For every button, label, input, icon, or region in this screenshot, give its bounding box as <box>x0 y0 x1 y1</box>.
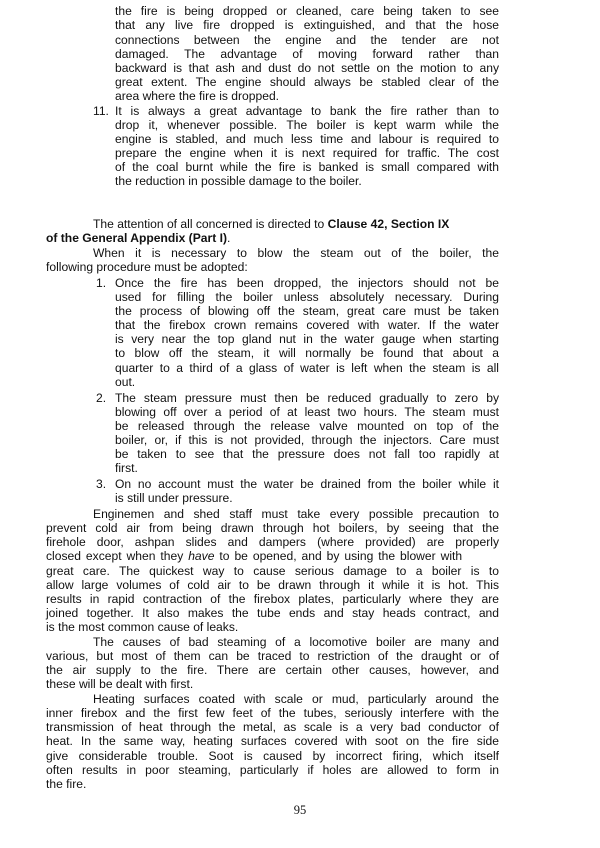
text-line: prepare the engine when it is next required for traffic. The cost <box>115 146 499 160</box>
appendix-reference: of the General Appendix (Part I) <box>46 231 227 245</box>
text-line: the fire is being dropped or cleaned, care being taken to see <box>115 4 499 18</box>
text-line: On no account must the water be drained from the boiler while it <box>115 477 499 491</box>
text-line: drop it, whenever possible. The boiler is kept warm while the <box>115 118 499 132</box>
text-line: allow large volumes of cold air to be drawn through it while it is hot. This <box>46 578 499 592</box>
text-line: of the coal burnt while the fire is banked is small compared with <box>115 160 499 174</box>
text-line: area where the fire is dropped. <box>115 89 280 103</box>
attention-end: . <box>226 231 231 245</box>
text-line: give considerable trouble. Soot is caused by incorrect firing, which itself <box>46 749 499 763</box>
text-line: be taken to see that the pressure does not fall too rapidly at <box>115 447 499 461</box>
text-line: When it is necessary to blow the steam out of the boiler, the <box>93 246 499 260</box>
clause-reference: Clause 42, Section IX <box>327 217 450 231</box>
text-line: results in rapid contraction of the firebox plates, particularly where they are <box>46 592 499 606</box>
text-line: heat. In the same way, heating surfaces covered with soot on the fire side <box>46 734 499 748</box>
text-line: the air supply to the fire. There are certain other causes, however, and <box>46 663 499 677</box>
list-number: 2. <box>96 391 107 405</box>
attention-text: The attention of all concerned is directed to <box>93 217 328 231</box>
text-line: the reduction in possible damage to the boiler. <box>115 174 362 188</box>
text-line: The steam pressure must then be reduced gradually to zero by <box>115 391 499 405</box>
text-line: Heating surfaces coated with scale or mud, particularly around the <box>93 692 499 706</box>
text-line: boiler, or, if this is not provided, through the injectors. Care must <box>115 433 499 447</box>
text-line: be released through the release valve mounted on top of the <box>115 419 499 433</box>
emphasis-text: have <box>188 549 215 563</box>
text-segment: closed except when they <box>46 549 189 563</box>
text-line: backward is that ash and dust do not settle on the motion to any <box>115 61 499 75</box>
text-line: often results in poor steaming, particularly if holes are allowed to form in <box>46 763 499 777</box>
text-line: It is always a great advantage to bank the fire rather than to <box>115 104 499 118</box>
text-line: following procedure must be adopted: <box>46 260 248 274</box>
text-line: the process of blowing off the steam, great care must be taken <box>115 304 499 318</box>
text-line: the fire. <box>46 777 87 791</box>
text-line: Enginemen and shed staff must take every possible precaution to <box>93 507 499 521</box>
text-line: great care. The quickest way to cause serious damage to a boiler is to <box>46 564 499 578</box>
text-line <box>46 549 499 563</box>
text-line: connections between the engine and the tender are not <box>115 33 499 47</box>
text-line: prevent cold air from being drawn through hot boilers, by seeing that the <box>46 521 499 535</box>
text-line: joined together. It also makes the tube ends and stay heads contract, and <box>46 606 499 620</box>
text-line: used for filling the boiler unless absolutely necessary. During <box>115 290 499 304</box>
text-line: firehole door, ashpan slides and dampers (where provided) are properly <box>46 535 499 549</box>
list-number: 3. <box>96 477 107 491</box>
text-line: that any live fire dropped is extinguished, and that the hose <box>115 18 499 32</box>
text-line: engine is stabled, and much less time and labour is required to <box>115 132 499 146</box>
text-line: damaged. The advantage of moving forward rather than <box>115 47 499 61</box>
text-line: is very near the top gland nut in the water gauge when starting <box>115 332 499 346</box>
text-line: out. <box>115 375 136 389</box>
text-line: great extent. The engine should always be stabled clear of the <box>115 75 499 89</box>
text-line: Once the fire has been dropped, the injectors should not be <box>115 276 499 290</box>
text-line <box>93 217 449 231</box>
page-number: 95 <box>293 803 307 817</box>
text-line: The causes of bad steaming of a locomotive boiler are many and <box>93 635 499 649</box>
text-line: first. <box>115 461 138 475</box>
text-line: transmission of heat through the metal, as scale is a very bad conductor of <box>46 720 499 734</box>
text-line: inner firebox and the first few feet of the tubes, seriously interfere with the <box>46 706 499 720</box>
text-line: to blow off the steam, it will normally be found that about a <box>115 346 499 360</box>
list-number: 11. <box>93 104 109 118</box>
text-segment: to be opened, and by using the blower with <box>214 549 463 563</box>
text-line: blowing off over a period of at least two hours. The steam must <box>115 405 499 419</box>
text-line: is still under pressure. <box>115 491 233 505</box>
text-line: is the most common cause of leaks. <box>46 620 239 634</box>
text-line <box>46 231 230 245</box>
text-line: quarter to a third of a glass of water is left when the steam is all <box>115 361 499 375</box>
text-line: these will be dealt with first. <box>46 677 194 691</box>
text-line: various, but most of them can be traced to restriction of the draught or of <box>46 649 499 663</box>
text-line: that the firebox crown remains covered with water. If the water <box>115 318 499 332</box>
list-number: 1. <box>96 276 107 290</box>
